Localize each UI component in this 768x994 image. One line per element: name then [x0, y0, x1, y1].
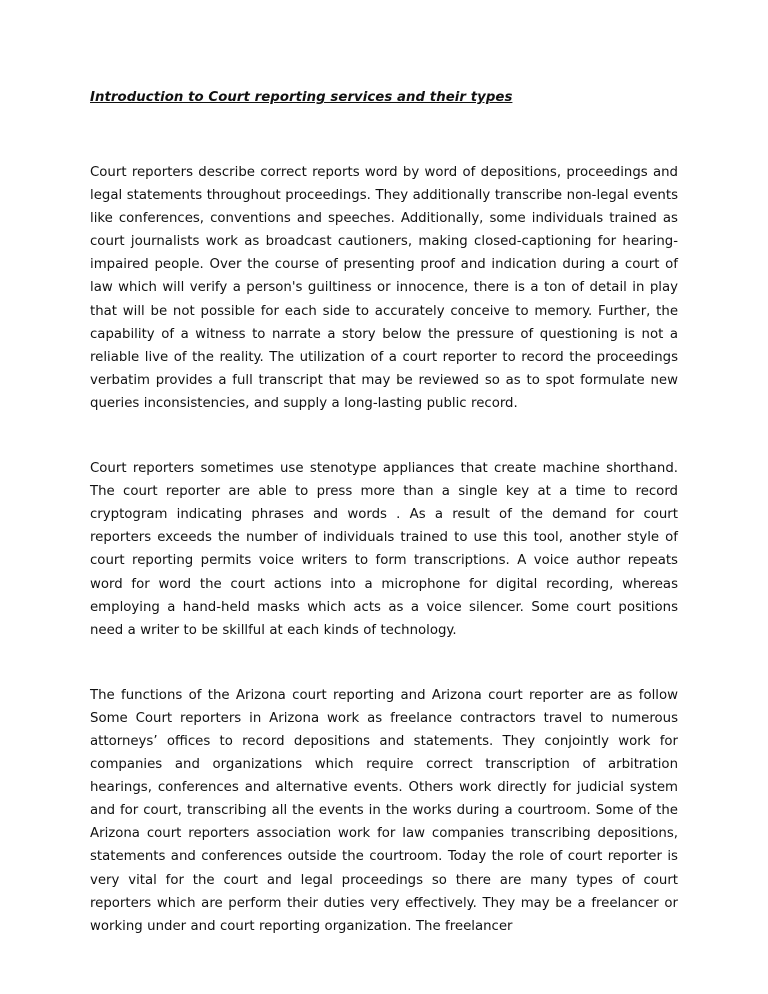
paragraph-stenotype-and-voice-writing: Court reporters sometimes use stenotype appliances that create machine shorthand. The court reporter are able to press more than a single key at a time to record cryptogram indicating phrases and words . As a result of the demand for court reporters exceeds the number of individuals trained to use this tool, another style of court reporting permits voice writers to form transcriptions. A voice author repeats word for word the court actions into a microphone for digital recording, whereas employing a hand-held masks which acts as a voice silencer. Some court positions need a writer to be skillful at each kinds of technology. [90, 461, 678, 638]
document-page [90, 84, 678, 938]
paragraph-court-reporters-overview: Court reporters describe correct reports word by word of depositions, proceedings and legal statements throughout proceedings. They additionally transcribe non-legal events like conferences, conventions and speeches. Additionally, some individuals trained as court journalists work as broadcast cautioners, making closed-captioning for hearing-impaired people. Over the course of presenting proof and indication during a court of law which will verify a person's guiltiness or innocence, there is a ton of detail in play that will be not possible for each side to accurately conceive to memory. Further, the capability of a witness to narrate a story below the pressure of questioning is not a reliable live of the reality. The utilization of a court reporter to record the proceedings verbatim provides a full transcript that may be reviewed so as to spot formulate new queries inconsistencies, and supply a long-lasting public record. [90, 165, 678, 411]
paragraph-arizona-court-reporting: The functions of the Arizona court reporting and Arizona court reporter are as follow Some Court reporters in Arizona work as freelance contractors travel to numerous attorneys’ offices to record depositions and statements. They conjointly work for companies and organizations which require correct transcription of arbitration hearings, conferences and alternative events. Others work directly for judicial system and for court, transcribing all the events in the works during a courtroom. Some of the Arizona court reporters association work for law companies transcribing depositions, statements and conferences outside the courtroom. Today the role of court reporter is very vital for the court and legal proceedings so there are many types of court reporters which are perform their duties very effectively. They may be a freelancer or working under and court reporting organization. The freelancer [90, 687, 678, 934]
document-title: Introduction to Court reporting services and their types [90, 90, 513, 105]
